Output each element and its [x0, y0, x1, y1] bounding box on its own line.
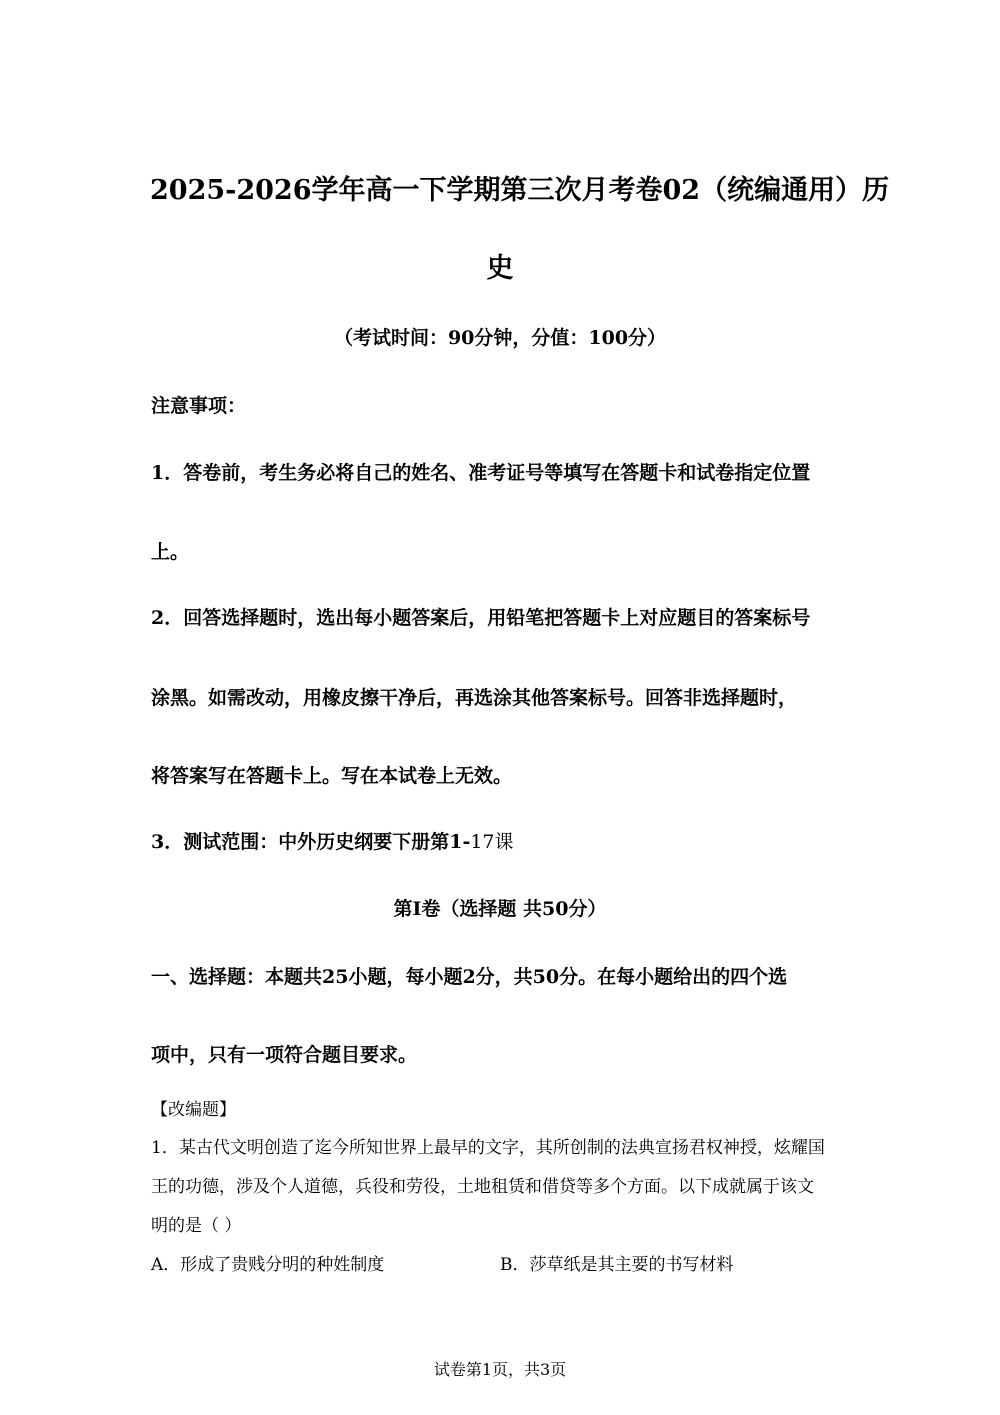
notice-item-1-line1: 1．答卷前，考生务必将自己的姓名、准考证号等填写在答题卡和试卷指定位置 [151, 462, 811, 484]
notice-item-3-normal: 17课 [470, 831, 514, 853]
notice-item-2-line2: 涂黑。如需改动，用橡皮擦干净后，再选涂其他答案标号。回答非选择题时， [151, 687, 798, 709]
question-1-option-a: A．形成了贵贱分明的种姓制度 [151, 1255, 385, 1275]
notice-heading: 注意事项： [151, 395, 247, 417]
exam-info: （考试时间：90分钟，分值：100分） [333, 327, 667, 349]
notice-item-3-bold: 3．测试范围：中外历史纲要下册第1- [151, 831, 471, 853]
notice-item-3-line3: 将答案写在答题卡上。写在本试卷上无效。 [151, 765, 513, 787]
notice-item-2-line1: 2．回答选择题时，选出每小题答案后，用铅笔把答题卡上对应题目的答案标号 [151, 607, 811, 629]
question-1-line2: 王的功德，涉及个人道德，兵役和劳役，土地租赁和借贷等多个方面。以下成就属于该文 [151, 1177, 814, 1197]
page-title-line1: 2025-2026学年高一下学期第三次月考卷02（统编通用）历 [150, 175, 890, 206]
section-intro-line2: 项中，只有一项符合题目要求。 [151, 1044, 418, 1066]
section-intro-line1: 一、选择题：本题共25小题，每小题2分，共50分。在每小题给出的四个选 [151, 966, 788, 988]
question-1-option-b: B．莎草纸是其主要的书写材料 [500, 1255, 734, 1275]
notice-item-3 [151, 827, 514, 854]
page-footer: 试卷第1页，共3页 [433, 1360, 567, 1379]
question-1-line3: 明的是（ ） [151, 1216, 242, 1236]
question-1-line1: 1．某古代文明创造了迄今所知世界上最早的文字，其所创制的法典宣扬君权神授，炫耀国 [151, 1138, 825, 1158]
notice-item-1-line2: 上。 [151, 541, 190, 563]
page-title-line2: 史 [486, 253, 514, 284]
question-tag: 【改编题】 [151, 1100, 236, 1120]
section-title: 第Ⅰ卷（选择题 共50分） [393, 898, 607, 920]
